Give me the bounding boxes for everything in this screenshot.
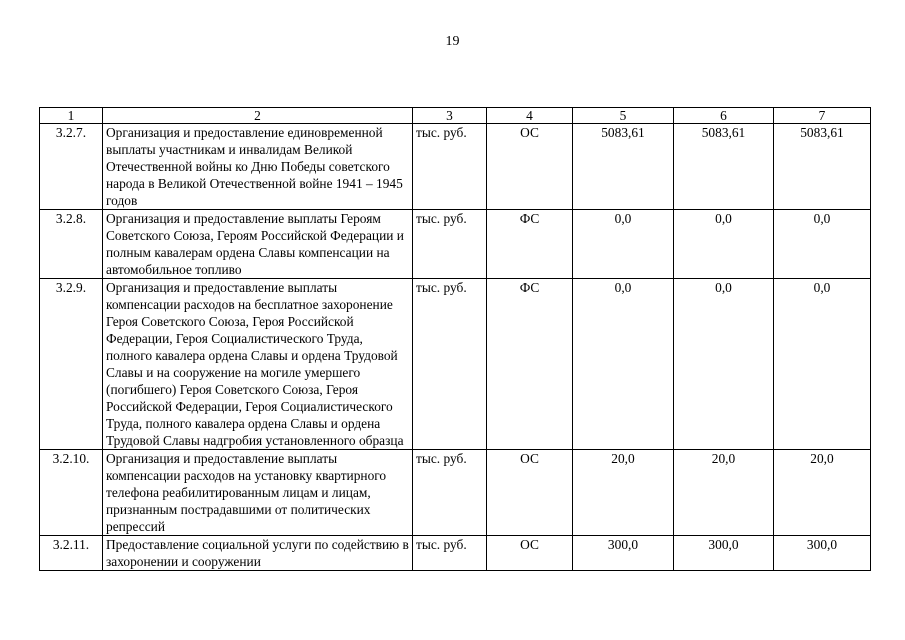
row-value-7: 20,0 xyxy=(774,450,871,536)
row-value-7: 0,0 xyxy=(774,279,871,450)
row-source: ФС xyxy=(487,210,573,279)
header-cell: 7 xyxy=(774,108,871,124)
row-value-7: 0,0 xyxy=(774,210,871,279)
row-source: ОС xyxy=(487,536,573,571)
row-number: 3.2.7. xyxy=(40,124,103,210)
row-unit: тыс. руб. xyxy=(413,536,487,571)
row-description: Организация и предоставление выплаты Героям Советского Союза, Героям Российской Федерации и полным кавалерам ордена Славы компенсации на автомобильное топливо xyxy=(103,210,413,279)
row-value-5: 0,0 xyxy=(573,210,674,279)
row-value-7: 5083,61 xyxy=(774,124,871,210)
row-source: ОС xyxy=(487,124,573,210)
row-description: Организация и предоставление выплаты компенсации расходов на бесплатное захоронение Героя Советского Союза, Героя Российской Федерации, Героя Социалистического Труда, полного кавалера ордена Славы и ордена Трудовой Славы и на сооружение на могиле умершего (погибшего) Героя Советского Союза, Героя Российской Федерации, Героя Социалистического Труда, полного кавалера ордена Славы и ордена Трудовой Славы надгробия установленного образца xyxy=(103,279,413,450)
row-value-5: 300,0 xyxy=(573,536,674,571)
row-unit: тыс. руб. xyxy=(413,279,487,450)
row-unit: тыс. руб. xyxy=(413,450,487,536)
row-description: Организация и предоставление выплаты компенсации расходов на установку квартирного телефона реабилитированным лицам и лицам, признанным пострадавшими от политических репрессий xyxy=(103,450,413,536)
row-value-5: 0,0 xyxy=(573,279,674,450)
table-row xyxy=(40,536,871,571)
row-value-6: 0,0 xyxy=(674,210,774,279)
row-unit: тыс. руб. xyxy=(413,124,487,210)
header-cell: 5 xyxy=(573,108,674,124)
row-value-6: 5083,61 xyxy=(674,124,774,210)
table-row xyxy=(40,450,871,536)
row-value-6: 0,0 xyxy=(674,279,774,450)
table-header-row xyxy=(40,108,871,124)
row-description: Предоставление социальной услуги по содействию в захоронении и сооружении xyxy=(103,536,413,571)
row-number: 3.2.10. xyxy=(40,450,103,536)
table-row xyxy=(40,210,871,279)
header-cell: 6 xyxy=(674,108,774,124)
header-cell: 2 xyxy=(103,108,413,124)
header-cell: 3 xyxy=(413,108,487,124)
table-row xyxy=(40,279,871,450)
row-source: ОС xyxy=(487,450,573,536)
row-number: 3.2.8. xyxy=(40,210,103,279)
page-number: 19 xyxy=(445,34,460,49)
row-value-7: 300,0 xyxy=(774,536,871,571)
row-number: 3.2.11. xyxy=(40,536,103,571)
row-value-6: 20,0 xyxy=(674,450,774,536)
header-cell: 1 xyxy=(40,108,103,124)
header-cell: 4 xyxy=(487,108,573,124)
table-row xyxy=(40,124,871,210)
budget-table xyxy=(39,107,871,571)
row-unit: тыс. руб. xyxy=(413,210,487,279)
row-source: ФС xyxy=(487,279,573,450)
row-value-5: 5083,61 xyxy=(573,124,674,210)
row-description: Организация и предоставление единовременной выплаты участникам и инвалидам Великой Отечественной войны ко Дню Победы советского народа в Великой Отечественной войне 1941 – 1945 годов xyxy=(103,124,413,210)
row-value-6: 300,0 xyxy=(674,536,774,571)
row-value-5: 20,0 xyxy=(573,450,674,536)
row-number: 3.2.9. xyxy=(40,279,103,450)
